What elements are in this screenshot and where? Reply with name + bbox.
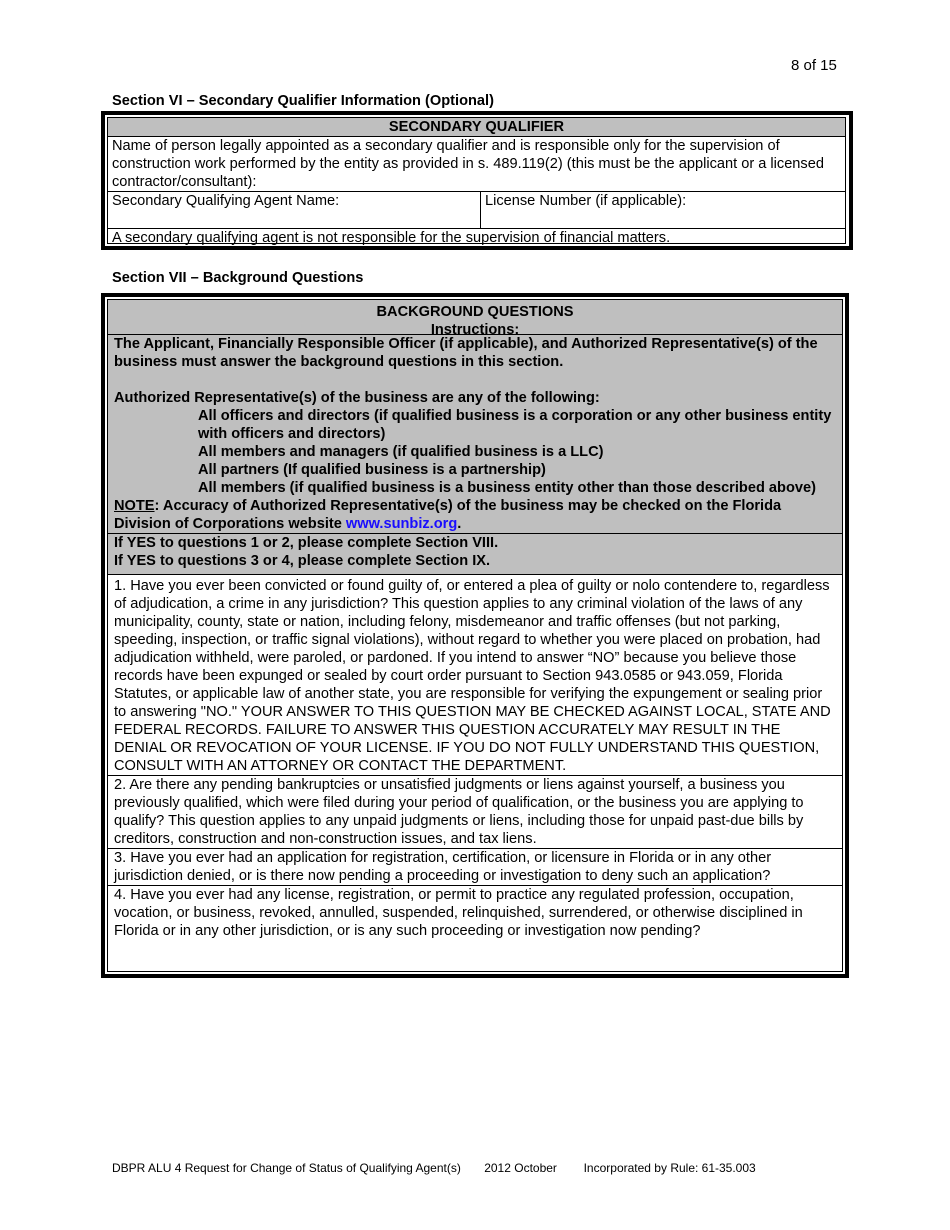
auth-rep-item: All members (if qualified business is a business entity other than those described above) bbox=[198, 480, 816, 496]
footer-date: 2012 October bbox=[484, 1161, 557, 1175]
instructions-label: Instructions: bbox=[430, 322, 520, 338]
instructions-intro: The Applicant, Financially Responsible Officer (if applicable), and Authorized Representative(s) of the business must answer the background questions in this section. bbox=[114, 336, 818, 370]
yes-line-2: If YES to questions 3 or 4, please complete Section IX. bbox=[114, 553, 491, 569]
auth-rep-item: All partners (If qualified business is a partnership) bbox=[198, 462, 546, 478]
question-1: 1. Have you ever been convicted or found guilty of, or entered a plea of guilty or nolo contendere to, regardless of adjudication, a crime in any jurisdiction? This question applies to any criminal violation of the laws of any municipality, county, state or nation, including felony, misdemeanor and traffic offenses (but not parking, speeding, inspection, or traffic signal violations), without regard to whether you were placed on probation, had adjudication withheld, were paroled, or pardoned. If you intend to answer “NO” because you believe those records have been expunged or sealed by court order pursuant to Section 943.0585 or 943.059, Florida Statutes, or applicable law of another state, you are responsible for verifying the expungement or sealing prior to answering "NO." YOUR ANSWER TO THIS QUESTION MAY BE CHECKED AGAINST LOCAL, STATE AND FEDERAL RECORDS. FAILURE TO ANSWER THIS QUESTION ACCURATELY MAY RESULT IN THE DENIAL OR REVOCATION OF YOUR LICENSE. IF YOU DO NOT FULLY UNDERSTAND THIS QUESTION, CONSULT WITH AN ATTORNEY OR CONTACT THE DEPARTMENT. bbox=[108, 575, 842, 776]
agent-name-label: Secondary Qualifying Agent Name: bbox=[112, 193, 340, 209]
secondary-qualifier-note: A secondary qualifying agent is not responsible for the supervision of financial matters. bbox=[112, 230, 671, 246]
instructions-block bbox=[108, 335, 842, 534]
question-4: 4. Have you ever had any license, registration, or permit to practice any regulated profession, occupation, vocation, or business, revoked, annulled, suspended, relinquished, surrendered, or otherwise disciplined in Florida or in any other jurisdiction, or is any such proceeding or investigation now pending? bbox=[114, 887, 803, 939]
background-questions-header bbox=[108, 300, 842, 338]
secondary-qualifier-fields-row bbox=[108, 192, 845, 229]
agent-name-field[interactable] bbox=[108, 192, 481, 228]
secondary-qualifier-table bbox=[101, 111, 853, 250]
yes-line-1: If YES to questions 1 or 2, please complete Section VIII. bbox=[114, 535, 499, 551]
section-vii-heading: Section VII – Background Questions bbox=[112, 270, 364, 286]
page-number: 8 of 15 bbox=[791, 57, 837, 74]
license-number-field[interactable] bbox=[481, 192, 690, 228]
background-questions-title: BACKGROUND QUESTIONS bbox=[376, 304, 574, 320]
footer-form-name: DBPR ALU 4 Request for Change of Status of Qualifying Agent(s) bbox=[112, 1161, 461, 1175]
sunbiz-link[interactable]: www.sunbiz.org bbox=[345, 516, 458, 532]
question-3: 3. Have you ever had an application for registration, certification, or licensure in Florida or in any other jurisdiction denied, or is there now pending a proceeding or investigation to deny such an application? bbox=[108, 849, 842, 886]
footer-rule: Incorporated by Rule: 61-35.003 bbox=[583, 1161, 756, 1175]
page-footer bbox=[112, 1159, 756, 1177]
note-label: NOTE bbox=[114, 498, 155, 514]
accuracy-note bbox=[114, 497, 836, 533]
question-2: 2. Are there any pending bankruptcies or unsatisfied judgments or liens against yourself, a business you previously qualified, which were filed during your period of qualification, or the business you are applying to qualify? This question applies to any unpaid judgments or liens, including those for unpaid past-due bills by creditors, construction and non-construction issues, and tax liens. bbox=[108, 776, 842, 849]
auth-rep-heading: Authorized Representative(s) of the business are any of the following: bbox=[114, 390, 600, 406]
note-text: : Accuracy of Authorized Representative(s) of the business may be checked on the Florida Division of Corporations website bbox=[114, 498, 782, 532]
note-end: . bbox=[457, 516, 462, 532]
secondary-qualifier-description: Name of person legally appointed as a secondary qualifier and is responsible only for the supervision of construction work performed by the entity as provided in s. 489.119(2) (this must be the applicant or a licensed contractor/consultant): bbox=[108, 137, 845, 192]
secondary-qualifier-title: SECONDARY QUALIFIER bbox=[108, 118, 845, 137]
yes-instructions bbox=[108, 534, 842, 575]
license-number-label: License Number (if applicable): bbox=[485, 193, 687, 209]
auth-rep-item: All members and managers (if qualified business is a LLC) bbox=[198, 444, 604, 460]
section-vi-heading: Section VI – Secondary Qualifier Information (Optional) bbox=[112, 93, 494, 109]
background-questions-table bbox=[101, 293, 849, 978]
auth-rep-item: All officers and directors (if qualified business is a corporation or any other business entity with officers and directors) bbox=[198, 408, 832, 442]
